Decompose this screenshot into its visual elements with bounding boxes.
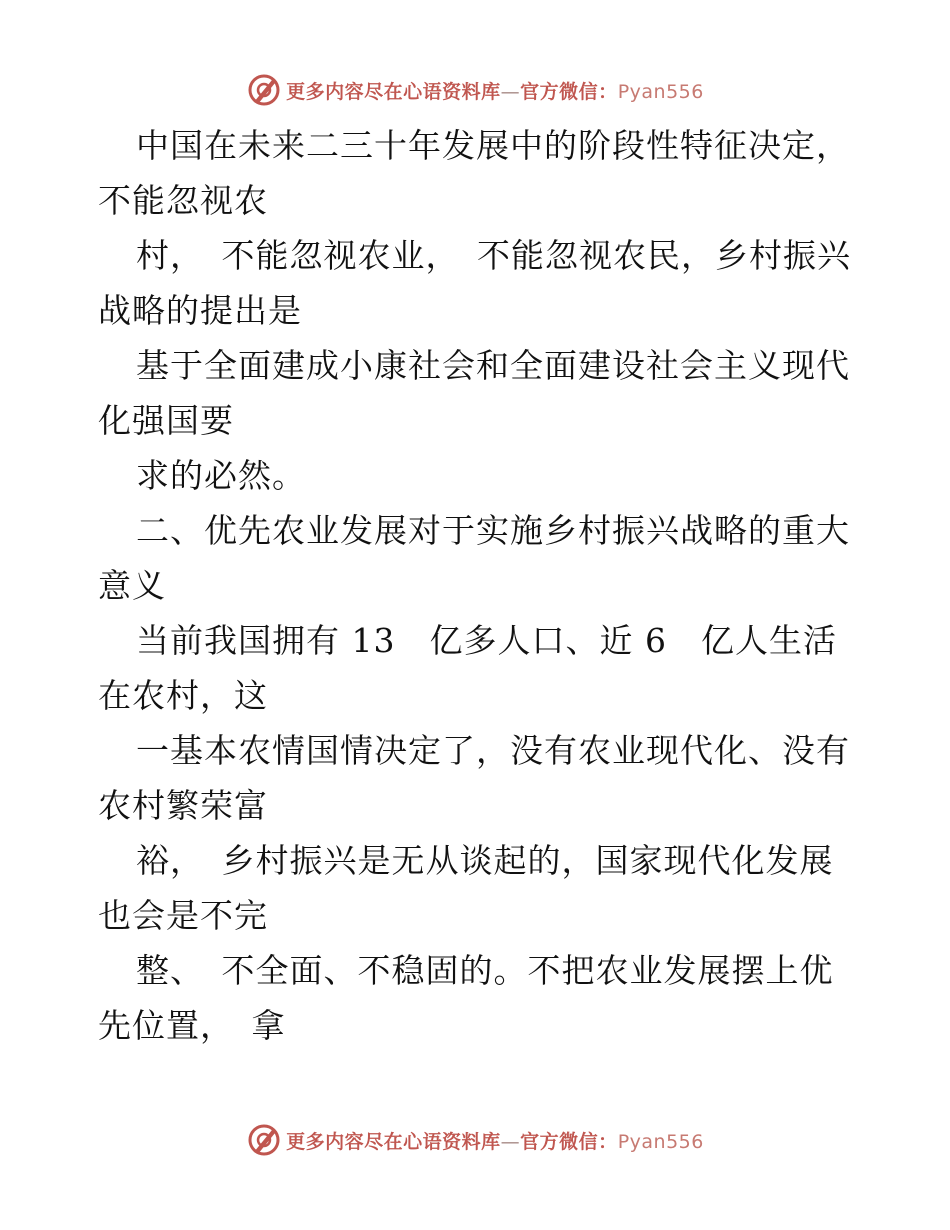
paragraph-line: 农村繁荣富 <box>98 786 268 825</box>
paragraph-line: 在农村，这 <box>98 676 268 715</box>
paragraph <box>98 448 858 503</box>
header-contact-id: Pyan556 <box>617 80 704 103</box>
header-text <box>286 77 704 104</box>
footer-text <box>286 1127 704 1154</box>
paragraph <box>98 723 858 833</box>
header-brand: 更多内容尽在心语资料库 <box>286 80 501 103</box>
paragraph-line: 求的必然。 <box>136 456 306 495</box>
paragraph <box>98 613 858 723</box>
paragraph-line: 战略的提出是 <box>98 291 302 330</box>
footer-brand: 更多内容尽在心语资料库 <box>286 1130 501 1153</box>
header-dash: — <box>500 80 521 103</box>
paragraph-line: 当前我国拥有 13 亿多人口、近 6 亿人生活 <box>136 621 837 660</box>
paragraph-line: 意义 <box>98 566 166 605</box>
footer-contact-id: Pyan556 <box>617 1130 704 1153</box>
paragraph-line: 村， 不能忽视农业， 不能忽视农民，乡村振兴 <box>136 236 851 275</box>
paragraph <box>98 943 858 1053</box>
paragraph-line: 也会是不完 <box>98 896 268 935</box>
paragraph-line: 先位置， 拿 <box>98 1006 286 1045</box>
document-body <box>98 118 858 1053</box>
paragraph-line: 基于全面建成小康社会和全面建设社会主义现代 <box>136 346 850 385</box>
header-watermark <box>0 70 950 110</box>
paragraph-line: 不能忽视农 <box>98 181 268 220</box>
paragraph <box>98 338 858 448</box>
header-contact: 官方微信： <box>520 80 618 103</box>
paragraph <box>98 118 858 228</box>
paragraph-line: 一基本农情国情决定了，没有农业现代化、没有 <box>136 731 850 770</box>
paragraph-line: 化强国要 <box>98 401 234 440</box>
paragraph <box>98 833 858 943</box>
brand-logo-icon <box>246 72 282 108</box>
paragraph-line: 裕， 乡村振兴是无从谈起的，国家现代化发展 <box>136 841 834 880</box>
section-heading <box>98 503 858 613</box>
footer-contact: 官方微信： <box>520 1130 618 1153</box>
footer-dash: — <box>500 1130 521 1153</box>
footer-watermark <box>0 1120 950 1160</box>
brand-logo-icon <box>246 1122 282 1158</box>
paragraph-line: 二、优先农业发展对于实施乡村振兴战略的重大 <box>136 511 850 550</box>
paragraph <box>98 228 858 338</box>
paragraph-line: 中国在未来二三十年发展中的阶段性特征决定， <box>136 126 850 165</box>
paragraph-line: 整、 不全面、不稳固的。不把农业发展摆上优 <box>136 951 834 990</box>
